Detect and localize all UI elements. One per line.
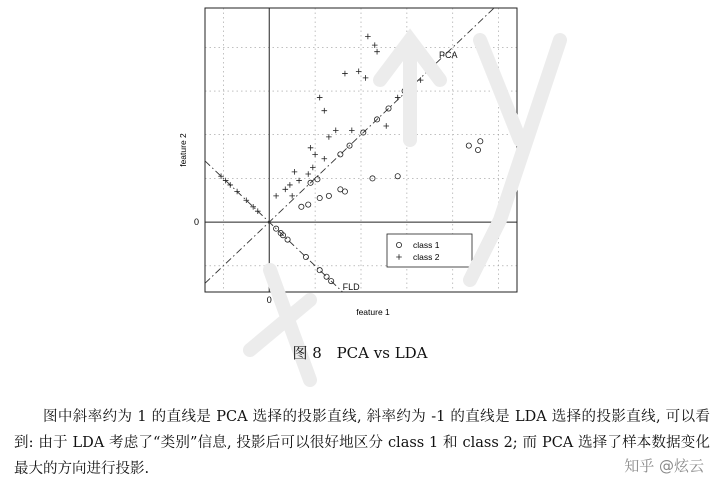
class2-point	[363, 75, 369, 81]
class2-point	[296, 178, 302, 184]
legend-label: class 2	[413, 252, 440, 262]
class1-point	[317, 195, 322, 200]
x-tick-label: 0	[266, 295, 272, 305]
class2-point	[282, 187, 288, 193]
figure-caption-label: 图 8	[292, 344, 322, 362]
legend-label: class 1	[413, 240, 440, 250]
y-tick-label: 0	[193, 217, 199, 228]
class2-point	[273, 193, 279, 199]
class1-point	[395, 174, 400, 179]
class2-point	[289, 193, 295, 199]
class2-point	[287, 182, 293, 188]
class2-point	[305, 171, 311, 177]
class2-point	[321, 108, 327, 114]
legend-box	[387, 234, 472, 267]
class1-point	[306, 202, 311, 207]
class2-point	[308, 145, 314, 151]
class2-point	[395, 95, 401, 101]
class2-point	[383, 123, 389, 129]
class2-point	[292, 169, 298, 175]
class1-point	[478, 139, 483, 144]
class1-point	[466, 143, 471, 148]
class1-point	[338, 152, 343, 157]
class1-point	[326, 193, 331, 198]
class1-point	[315, 177, 320, 182]
class1-point	[299, 204, 304, 209]
class2-point	[321, 156, 327, 162]
body-paragraph	[14, 404, 710, 482]
class2-point	[342, 71, 348, 77]
body-paragraph-text: 图中斜率约为 1 的直线是 PCA 选择的投影直线, 斜率约为 -1 的直线是 LDA 选择的投影直线, 可以看到: 由于 LDA 考虑了“类别”信息, 投影后可以很好地区分 class 1 和 class 2; 而 PCA 选择了样本数据变化最大的方向进行投影.	[14, 409, 710, 477]
fld-line-label: FLD	[342, 281, 360, 292]
pca-line-label: PCA	[439, 50, 458, 61]
y-axis-label: feature 2	[178, 133, 188, 167]
figure-caption-text: PCA vs LDA	[336, 344, 428, 362]
x-axis-label: feature 1	[356, 307, 390, 317]
class2-point	[312, 152, 318, 158]
class2-point	[310, 165, 316, 171]
class2-point	[374, 49, 380, 55]
class2-point	[333, 128, 339, 134]
zhihu-watermark: 知乎 @炫云	[624, 457, 704, 475]
class1-point	[324, 274, 329, 279]
class2-point	[418, 77, 424, 83]
class2-point	[349, 128, 355, 134]
class2-point	[356, 69, 362, 75]
figure-caption	[0, 342, 720, 363]
class1-point	[342, 189, 347, 194]
class2-point	[317, 95, 323, 101]
class2-point	[365, 34, 371, 40]
class1-point	[475, 147, 480, 152]
